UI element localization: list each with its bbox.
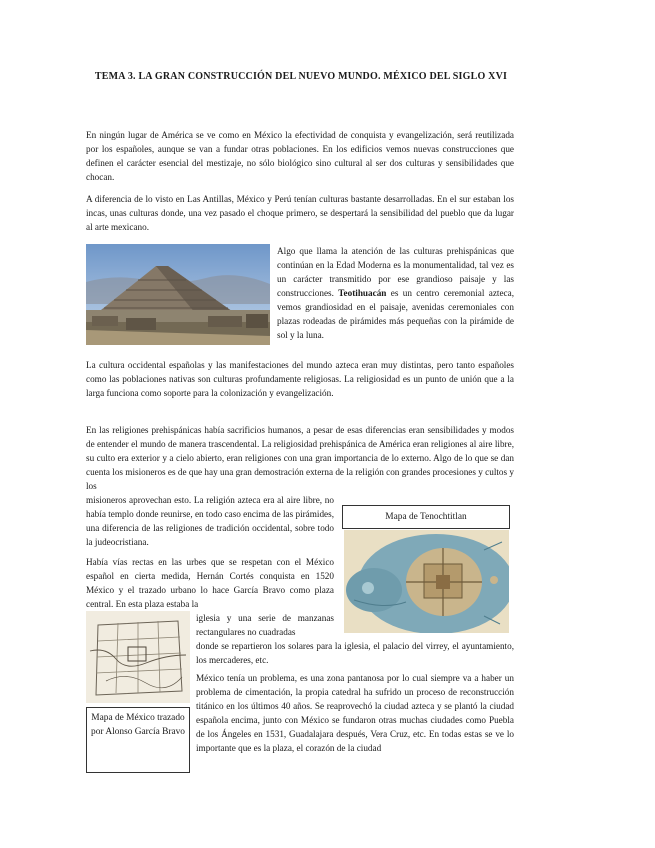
paragraph-teotihuacan-intro: Algo que llama la atención de las culturas prehispánicas que continúan en la Edad Moderna es la monumentalidad, tal vez es un carácter transmitido por ese grandioso paisaje y las construcciones.: [277, 246, 514, 298]
document-title: TEMA 3. LA GRAN CONSTRUCCIÓN DEL NUEVO MUNDO. MÉXICO DEL SIGLO XVI: [94, 71, 508, 82]
paragraph-problema-pantanosa: México tenía un problema, es una zona pantanosa por lo cual siempre va a haber un problema de cimentación, la propia catedral ha sufrido un proceso de reconstrucción titánico en los últimos 40 años. Se reaprovechó la ciudad azteca y se plantó la ciudad española encima, junto con México se fundaron otras muchas ciudades como Puebla de los Ángeles en 1531, Guadalajara después, Vera Cruz, etc. En todas estas se ve lo importante que es la plaza, el corazón de la ciudad: [196, 673, 514, 753]
teotihuacan-pyramid-photo: [86, 244, 270, 345]
paragraph-manzanas: iglesia y una serie de manzanas rectangulares no cuadradas: [196, 613, 334, 637]
paragraph-religiosidad: La cultura occidental españolas y las manifestaciones del mundo azteca eran muy distintas, pero tanto españoles como las poblaciones nativas son culturas profundamente religiosas. La religiosidad es un punto de unión que a la larga funciona como soporte para la colonización y evangelización.: [86, 360, 514, 398]
paragraph-teotihuacan: [277, 244, 514, 342]
paragraph-vias-rectas: Había vías rectas en las urbes que se respetan con el México español en cierta medida, Hernán Cortés conquista en 1520 México y el trazado urbano lo hace García Bravo como plaza central. En esta plaza estaba la: [86, 557, 334, 609]
paragraph-religiones-prehispanicas: En las religiones prehispánicas había sacrificios humanos, a pesar de esas diferencias eran sensibilidades y modos de entender el mundo de manera trascendental. La religiosidad prehispánica de América eran religiones al aire libre, su culto era exterior y a cielo abierto, eran religiones con una gran importancia de lo externo. Algo de lo que se dan cuenta los misioneros es de que hay una gran demostración externa de la religión con grandes procesiones y cultos y los: [86, 425, 514, 491]
paragraph-religion-azteca: misioneros aprovechan esto. La religión azteca era al aire libre, no había templo donde reunirse, en todo caso encima de las pirámides, una diferencia de las religiones de tradición occidental, sobre todo la judeocristiana.: [86, 495, 334, 547]
teotihuacan-bold-term: Teotihuacán: [338, 288, 387, 298]
mexico-map-caption: Mapa de México trazado por Alonso García Bravo: [86, 707, 190, 773]
paragraph-teotihuacan-rest: es un centro ceremonial azteca, vemos grandiosidad en el paisaje, avenidas ceremoniales con plazas rodeadas de pirámides más pequeñas con la pirámide de sol y la luna.: [277, 288, 514, 340]
paragraph-antillas: A diferencia de lo visto en Las Antillas, México y Perú tenían culturas bastante desarrolladas. En el sur estaban los incas, unas culturas donde, una vez pasado el choque primero, se despertará la sensibilidad del pueblo que da lugar al arte mexicano.: [86, 194, 514, 232]
paragraph-solares: donde se repartieron los solares para la iglesia, el palacio del virrey, el ayuntamiento, los mercaderes, etc.: [196, 641, 514, 665]
tenochtitlan-caption: Mapa de Tenochtitlan: [342, 505, 510, 529]
tenochtitlan-map-image: [344, 530, 509, 633]
mexico-trace-map-image: [86, 611, 190, 703]
paragraph-intro: En ningún lugar de América se ve como en México la efectividad de conquista y evangelización, será reutilizada por los españoles, aunque se van a fundar otras poblaciones. En los edificios vemos nuevas construcciones que definen el carácter esencial del mestizaje, no sólo biológico sino cultural al ser dos culturas y sensibilidades que chocan.: [86, 130, 514, 182]
